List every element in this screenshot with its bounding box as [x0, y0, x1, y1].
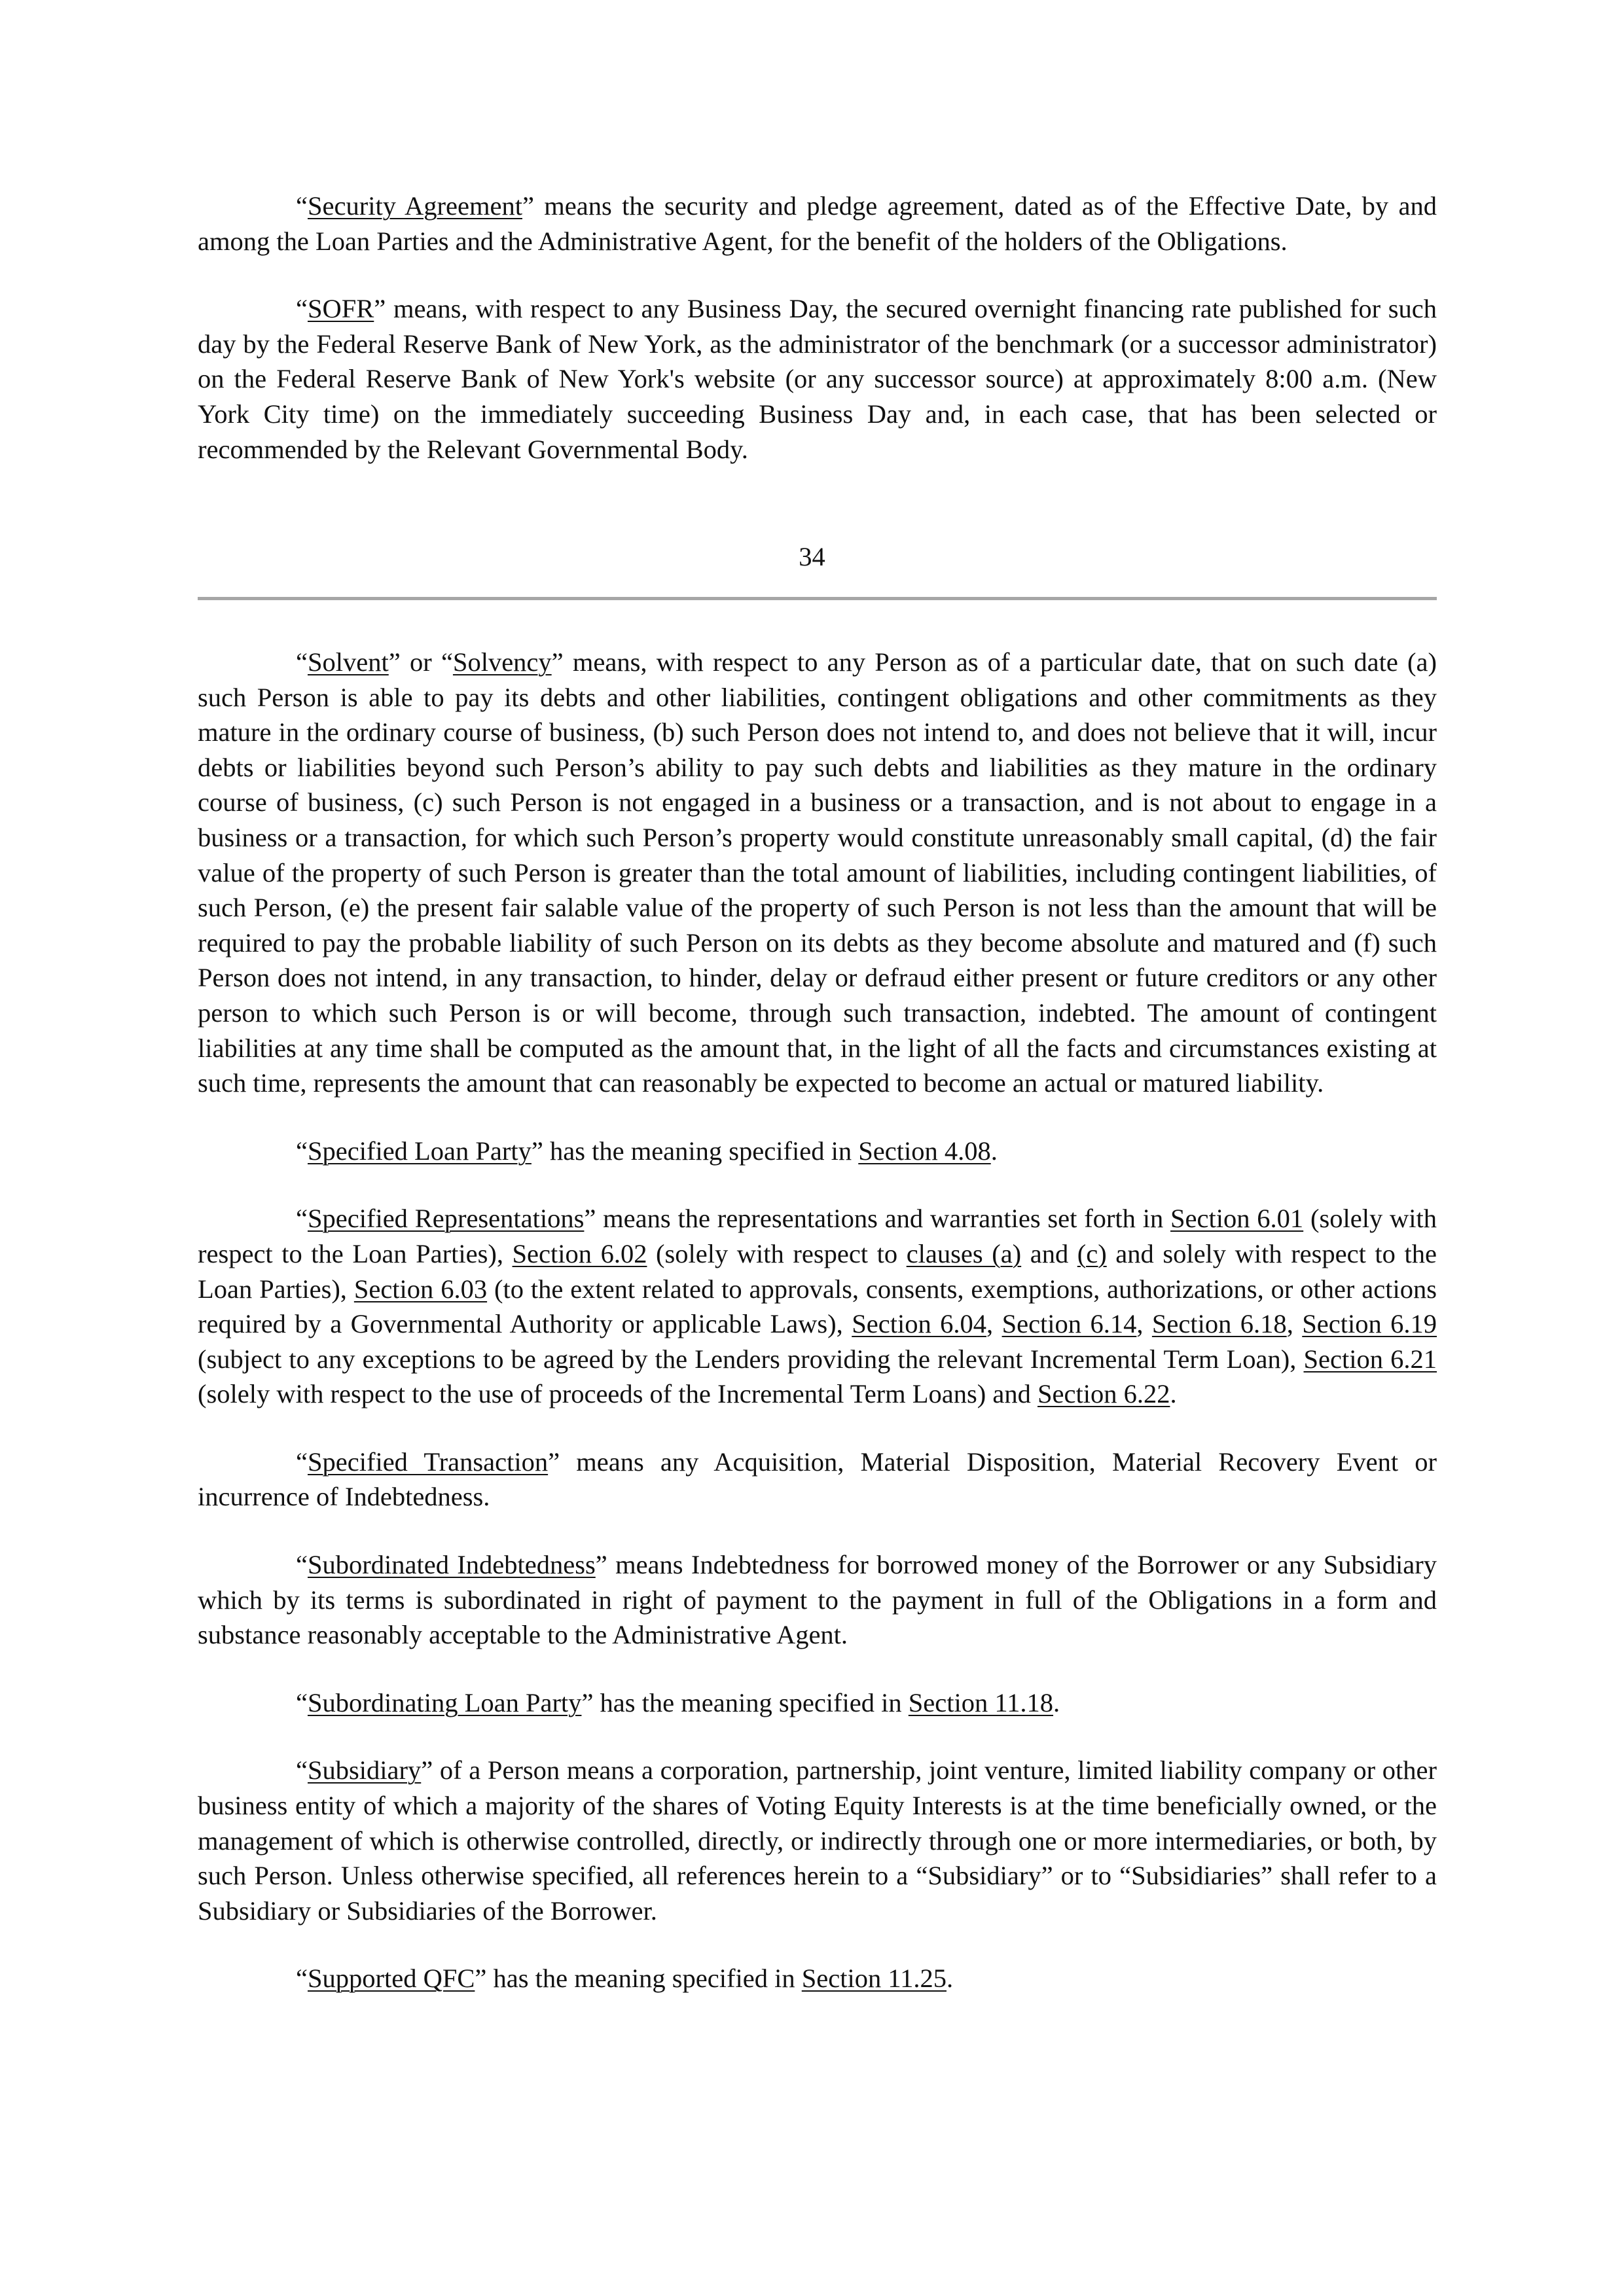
definition-text: (solely with respect to: [647, 1238, 907, 1268]
definition-text: ” has the meaning specified in: [531, 1136, 859, 1166]
definition-text: (solely with respect to the use of proceeds of the Incremental Term Loans) and: [198, 1379, 1038, 1409]
section-reference: Section 6.04: [852, 1309, 986, 1339]
top-definitions-block: [198, 188, 1437, 467]
page-number: 34: [799, 542, 825, 571]
definition-text: .: [946, 1964, 954, 1994]
section-reference: Section 11.18: [908, 1687, 1054, 1717]
definition-security-agreement: [198, 188, 1437, 259]
defined-term: Specified Transaction: [307, 1446, 549, 1477]
open-quote: “: [296, 1687, 308, 1717]
section-reference: Section 6.21: [1303, 1344, 1437, 1374]
definition-text: ” means any Acquisition, Material Disposition, Material Recovery Event or incurrence of Indebtedness.: [198, 1446, 1437, 1512]
section-reference: clauses (a): [906, 1238, 1022, 1268]
page-break-divider: [198, 597, 1437, 600]
definition-sofr: [198, 291, 1437, 467]
definition-specified-loan-party: [198, 1134, 1437, 1169]
definitions-block: [198, 645, 1437, 1996]
defined-term: Solvency: [452, 647, 552, 677]
section-reference: Section 6.03: [353, 1274, 488, 1304]
defined-term: Specified Loan Party: [307, 1136, 532, 1166]
definition-supported-qfc: [198, 1961, 1437, 1996]
defined-term: Subordinating Loan Party: [307, 1687, 582, 1717]
defined-term: Solvent: [307, 647, 389, 677]
open-quote: “: [296, 1204, 308, 1234]
definition-specified-transaction: [198, 1444, 1437, 1515]
definition-subsidiary: [198, 1753, 1437, 1928]
section-reference: Section 6.18: [1151, 1309, 1287, 1339]
section-reference: Section 6.01: [1170, 1204, 1304, 1234]
defined-term: Subordinated Indebtedness: [307, 1550, 596, 1580]
open-quote: “: [296, 1550, 308, 1580]
definition-text: .: [1170, 1379, 1177, 1409]
open-quote: “: [296, 191, 308, 221]
open-quote: “: [296, 1136, 308, 1166]
definition-text: ” means the representations and warranties set forth in: [584, 1204, 1171, 1234]
defined-term: Supported QFC: [307, 1964, 475, 1994]
section-reference: Section 4.08: [858, 1136, 991, 1166]
definition-solvent: [198, 645, 1437, 1101]
definition-text: ” means the security and pledge agreement, dated as of the Effective Date, by and among the Loan Parties and the Administrative Agent, for the benefit of the holders of the Obligations.: [198, 191, 1437, 256]
definition-subordinating-loan-party: [198, 1685, 1437, 1721]
definition-text: ” means Indebtedness for borrowed money of the Borrower or any Subsidiary which by its terms is subordinated in right of payment to the payment in full of the Obligations in a form and substance reasonably acceptable to the Administrative Agent.: [198, 1550, 1437, 1650]
definition-text: ” of a Person means a corporation, partnership, joint venture, limited liability company or other business entity of which a majority of the shares of Voting Equity Interests is at the time beneficially owned, or the management of which is otherwise controlled, directly, or indirectly through one or more intermediaries, or both, by such Person. Unless otherwise specified, all references herein to a “Subsidiary” or to “Subsidiaries” shall refer to a Subsidiary or Subsidiaries of the Borrower.: [198, 1755, 1437, 1926]
section-reference: Section 6.22: [1037, 1379, 1170, 1409]
definition-text: .: [1053, 1687, 1060, 1717]
defined-term: Specified Representations: [307, 1204, 585, 1234]
definition-text: and solely with respect to the Loan Parties),: [198, 1238, 1437, 1304]
definition-text: (to the extent related to approvals, consents, exemptions, authorizations, or other actions required by a Governmental Authority or applicable Laws),: [198, 1274, 1437, 1339]
defined-term: Security Agreement: [307, 191, 522, 221]
definition-text: ” means, with respect to any Person as of a particular date, that on such date (a) such Person is able to pay its debts and other liabilities, contingent obligations and other commitments as they mature in the ordinary course of business, (b) such Person does not intend to, and does not believe that it will, incur debts or liabilities beyond such Person’s ability to pay such debts and liabilities as they mature in the ordinary course of business, (c) such Person is not engaged in a business or a transaction, and is not about to engage in a business or a transaction, for which such Person’s property would constitute unreasonably small capital, (d) the fair value of the property of such Person is greater than the total amount of liabilities, including contingent liabilities, of such Person, (e) the present fair salable value of the property of such Person is not less than the amount that will be required to pay the probable liability of such Person on its debts as they become absolute and matured and (f) such Person does not intend, in any transaction, to hinder, delay or defraud either present or future creditors or any other person to which such Person is or will become, through such transaction, indebted. The amount of contingent liabilities at any time shall be computed as the amount that, in the light of all the facts and circumstances existing at such time, represents the amount that can reasonably be expected to become an actual or matured liability.: [198, 647, 1437, 1098]
section-reference: Section 6.02: [512, 1238, 647, 1268]
definition-text: and: [1021, 1238, 1077, 1268]
section-reference: Section 6.14: [1001, 1309, 1137, 1339]
defined-term: Subsidiary: [307, 1755, 422, 1785]
definition-specified-representations: [198, 1201, 1437, 1412]
definition-text: ” or “: [388, 647, 453, 677]
open-quote: “: [296, 647, 308, 677]
definition-text: .: [990, 1136, 998, 1166]
definition-text: ” has the meaning specified in: [475, 1964, 802, 1994]
section-reference: Section 6.19: [1302, 1309, 1437, 1339]
definition-text: ” has the meaning specified in: [581, 1687, 909, 1717]
definition-text: ,: [1286, 1309, 1303, 1339]
open-quote: “: [296, 1964, 308, 1994]
definition-text: ” means, with respect to any Business Day, the secured overnight financing rate published for such day by the Federal Reserve Bank of New York, as the administrator of the benchmark (or a successor administrator) on the Federal Reserve Bank of New York's website (or any successor source) at approximately 8:00 a.m. (New York City time) on the immediately succeeding Business Day and, in each case, that has been selected or recommended by the Relevant Governmental Body.: [198, 294, 1437, 464]
definition-subordinated-indebtedness: [198, 1547, 1437, 1653]
open-quote: “: [296, 1755, 308, 1785]
open-quote: “: [296, 1446, 308, 1477]
open-quote: “: [296, 294, 308, 324]
section-reference: (c): [1077, 1238, 1107, 1268]
definition-text: (subject to any exceptions to be agreed by the Lenders providing the relevant Incremental Term Loan),: [198, 1344, 1304, 1374]
section-reference: Section 11.25: [801, 1964, 947, 1994]
definition-text: (solely with respect to the Loan Parties),: [198, 1204, 1437, 1268]
definition-text: ,: [986, 1309, 1002, 1339]
definition-text: ,: [1136, 1309, 1152, 1339]
defined-term: SOFR: [307, 294, 374, 324]
